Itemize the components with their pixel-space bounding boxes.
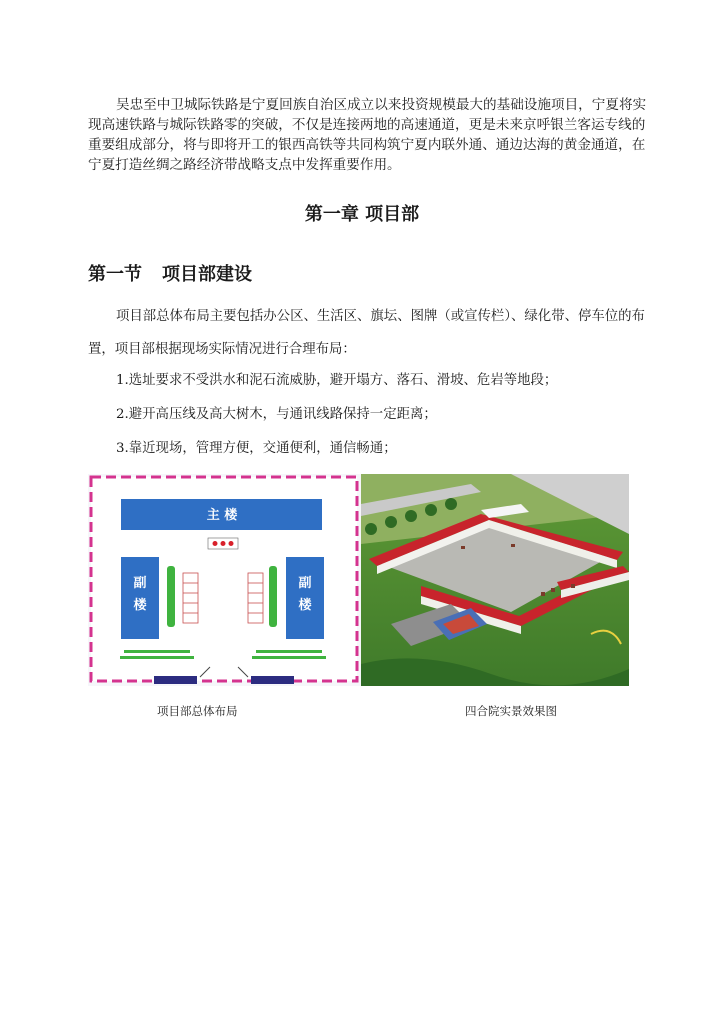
chapter-title: 第一章 项目部 (304, 204, 420, 225)
caption-right: 四合院实景效果图 (465, 704, 557, 718)
section-number: 第一节 (88, 264, 142, 285)
body-paragraph: 项目部总体布局主要包括办公区、生活区、旗坛、图牌（或宣传栏）、绿化带、停车位的布置，项目部根据现场实际情况进行合理布局： (88, 309, 645, 357)
section-heading (88, 260, 252, 286)
list-item: 2.避开高压线及高大树木，与通讯线路保持一定距离； (116, 407, 437, 422)
gate-right (251, 676, 294, 684)
svg-text:副: 副 (133, 576, 147, 591)
svg-text:楼: 楼 (133, 598, 147, 613)
layout-diagram (88, 474, 361, 686)
gate-left (154, 676, 197, 684)
svg-text:楼: 楼 (298, 598, 312, 613)
section-title: 项目部建设 (162, 264, 252, 285)
green-strip (167, 566, 175, 627)
green-strip (269, 566, 277, 627)
intro-paragraph: 吴忠至中卫城际铁路是宁夏回族自治区成立以来投资规模最大的基础设施项目，宁夏将实现高速铁路与城际铁路零的突破，不仅是连接两地的高速通道，更是未来京呼银兰客运专线的重要组成部分，将与即将开工的银西高铁等共同构筑宁夏内联外通、通边达海的黄金通道，在宁夏打造丝绸之路经济带战略支点中发挥重要作用。 (88, 97, 647, 173)
caption-left: 项目部总体布局 (157, 704, 238, 718)
svg-text:副: 副 (298, 576, 312, 591)
list-item: 3.靠近现场，管理方便，交通便利，通信畅通； (116, 441, 397, 456)
list-item: 1.选址要求不受洪水和泥石流威胁，避开塌方、落石、滑坡、危岩等地段； (116, 373, 558, 388)
courtyard-rendering (361, 474, 629, 686)
main-building-label: 主 楼 (206, 508, 238, 523)
